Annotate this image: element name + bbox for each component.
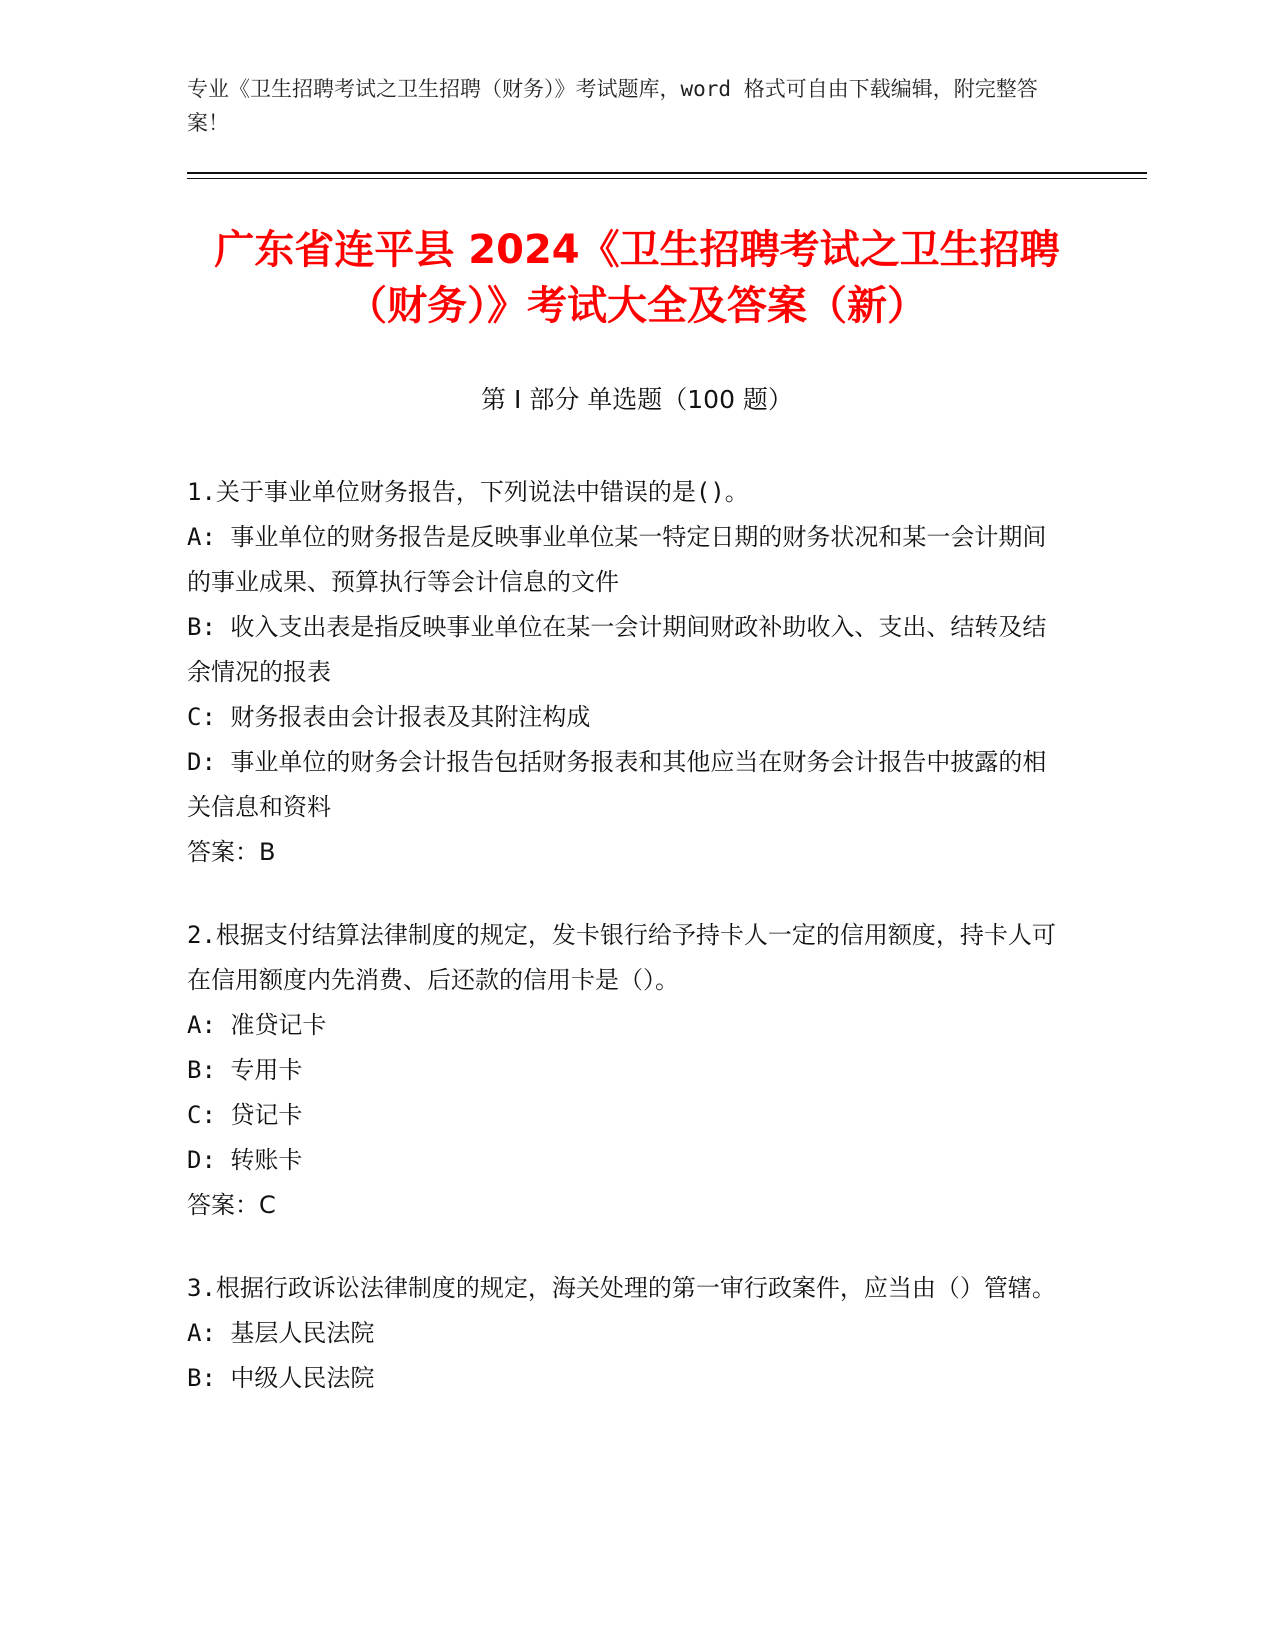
- header-divider-thick: [187, 172, 1147, 174]
- option-a: A: 准贷记卡: [187, 1011, 327, 1039]
- answer-line: 答案：B: [187, 838, 276, 866]
- option-a: A: 事业单位的财务报告是反映事业单位某一特定日期的财务状况和某一会计期间的事业成果、预算执行等会计信息的文件: [187, 523, 1047, 596]
- question-3: [187, 1266, 1067, 1401]
- header-note: 专业《卫生招聘考试之卫生招聘（财务）》考试题库，word 格式可自由下载编辑，附完整答案！: [187, 77, 1038, 135]
- question-list: [187, 470, 1067, 1439]
- question-stem: 2.根据支付结算法律制度的规定，发卡银行给予持卡人一定的信用额度，持卡人可在信用额度内先消费、后还款的信用卡是（）。: [187, 921, 1056, 994]
- option-d: D: 事业单位的财务会计报告包括财务报表和其他应当在财务会计报告中披露的相关信息和资料: [187, 748, 1047, 821]
- option-c: C: 财务报表由会计报表及其附注构成: [187, 703, 591, 731]
- question-1: [187, 470, 1067, 875]
- answer-line: 答案：C: [187, 1191, 276, 1219]
- option-d: D: 转账卡: [187, 1146, 303, 1174]
- option-c: C: 贷记卡: [187, 1101, 303, 1129]
- option-b: B: 专用卡: [187, 1056, 303, 1084]
- section-title: 第 I 部分 单选题（100 题）: [481, 385, 793, 414]
- question-stem: 1.关于事业单位财务报告，下列说法中错误的是()。: [187, 478, 749, 506]
- option-b: B: 中级人民法院: [187, 1364, 375, 1392]
- question-2: [187, 913, 1067, 1228]
- document-title: 广东省连平县 2024《卫生招聘考试之卫生招聘（财务）》考试大全及答案（新）: [214, 227, 1060, 329]
- option-b: B: 收入支出表是指反映事业单位在某一会计期间财政补助收入、支出、结转及结余情况的报表: [187, 613, 1047, 686]
- question-stem: 3.根据行政诉讼法律制度的规定，海关处理的第一审行政案件，应当由（）管辖。: [187, 1274, 1056, 1302]
- option-a: A: 基层人民法院: [187, 1319, 375, 1347]
- header-divider-thin: [187, 178, 1147, 179]
